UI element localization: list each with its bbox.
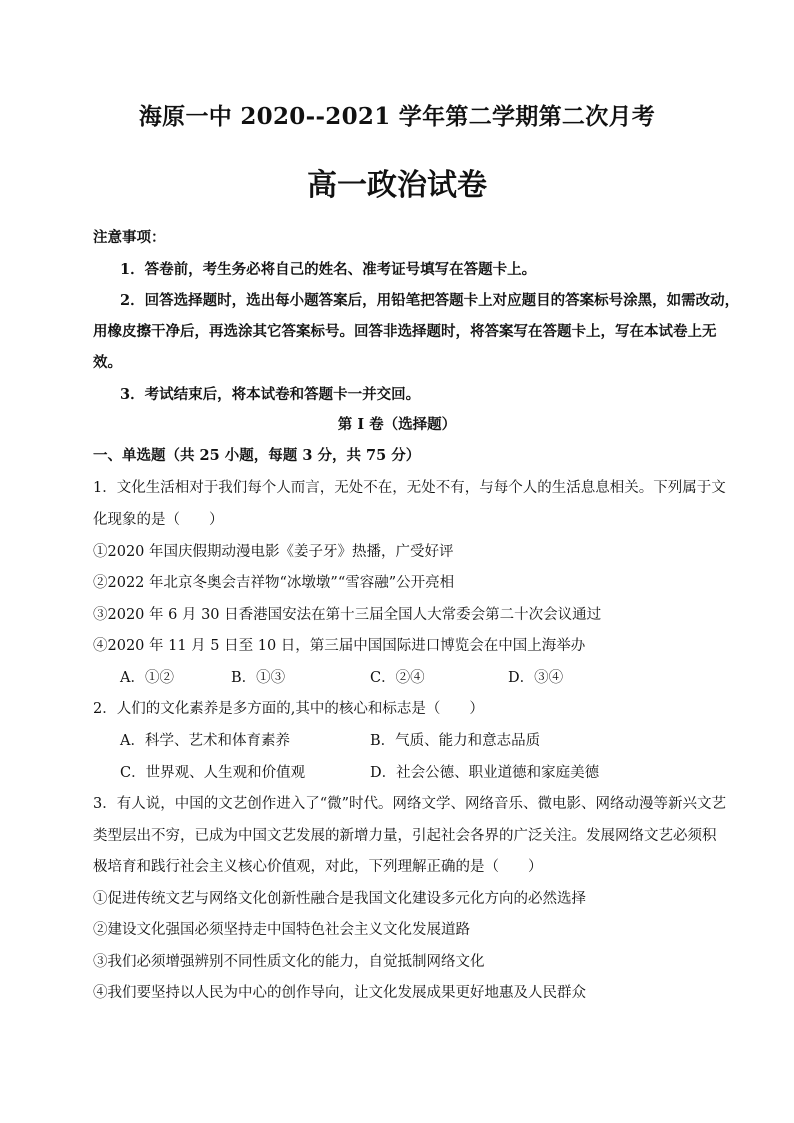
question-3-statement-2: ②建设文化强国必须坚持走中国特色社会主义文化发展道路 (93, 922, 470, 938)
question-3-statement-3: ③我们必须增强辨别不同性质文化的能力，自觉抵制网络文化 (93, 954, 485, 970)
question-2-option-a: A．科学、艺术和体育素养 (120, 733, 290, 749)
note-item-2: 2．回答选择题时，选出每小题答案后，用铅笔把答题卡上对应题目的答案标号涂黑，如需改动， (120, 292, 740, 309)
question-1-statement-2: ②2022 年北京冬奥会吉祥物“冰墩墩”“雪容融”公开亮相 (93, 575, 455, 591)
note-item-2-cont: 用橡皮擦干净后，再选涂其它答案标号。回答非选择题时，将答案写在答题卡上，写在本试卷上无 (93, 323, 717, 340)
exam-title: 海原一中 2020--2021 学年第二学期第二次月考 (138, 103, 656, 130)
question-1-stem-cont: 化现象的是（ ） (93, 512, 224, 528)
question-2-option-d: D．社会公德、职业道德和家庭美德 (370, 765, 600, 781)
question-2-option-b: B．气质、能力和意志品质 (370, 733, 541, 749)
question-1-statement-4: ④2020 年 11 月 5 日至 10 日，第三届中国国际进口博览会在中国上海举办 (93, 638, 586, 654)
question-2-stem: 2．人们的文化素养是多方面的,其中的核心和标志是（ ） (93, 701, 484, 717)
note-item-3: 3．考试结束后，将本试卷和答题卡一并交回。 (120, 386, 421, 403)
part-heading: 第 I 卷（选择题） (337, 416, 457, 433)
note-item-1: 1．答卷前，考生务必将自己的姓名、准考证号填写在答题卡上。 (120, 261, 537, 278)
question-3-stem: 3．有人说，中国的文艺创作进入了“微”时代。网络文学、网络音乐、微电影、网络动漫等新兴文艺 (93, 796, 727, 812)
note-item-2-end: 效。 (93, 354, 122, 371)
question-1-option-d: D．③④ (508, 670, 564, 686)
question-3-statement-1: ①促进传统文艺与网络文化创新性融合是我国文化建设多元化方向的必然选择 (93, 891, 586, 907)
question-3-stem-cont-1: 类型层出不穷，已成为中国文艺发展的新增力量，引起社会各界的广泛关注。发展网络文艺必须积 (93, 828, 717, 844)
notes-heading: 注意事项： (93, 229, 166, 246)
question-3-stem-cont-2: 极培育和践行社会主义核心价值观，对此，下列理解正确的是（ ） (93, 859, 543, 875)
question-3-statement-4: ④我们要坚持以人民为中心的创作导向，让文化发展成果更好地惠及人民群众 (93, 985, 586, 1001)
exam-subtitle: 高一政治试卷 (307, 168, 487, 203)
question-1-stem: 1．文化生活相对于我们每个人而言，无处不在，无处不有，与每个人的生活息息相关。下列属于文 (93, 480, 726, 496)
question-1-statement-3: ③2020 年 6 月 30 日香港国安法在第十三届全国人大常委会第二十次会议通过 (93, 607, 602, 623)
question-2-option-c: C．世界观、人生观和价值观 (120, 765, 306, 781)
question-1-statement-1: ①2020 年国庆假期动漫电影《姜子牙》热播，广受好评 (93, 544, 454, 560)
question-1-option-a: A．①② (120, 670, 174, 686)
question-1-option-c: C．②④ (370, 670, 425, 686)
section-heading: 一、单选题（共 25 小题，每题 3 分，共 75 分） (93, 447, 421, 464)
question-1-option-b: B．①③ (231, 670, 286, 686)
